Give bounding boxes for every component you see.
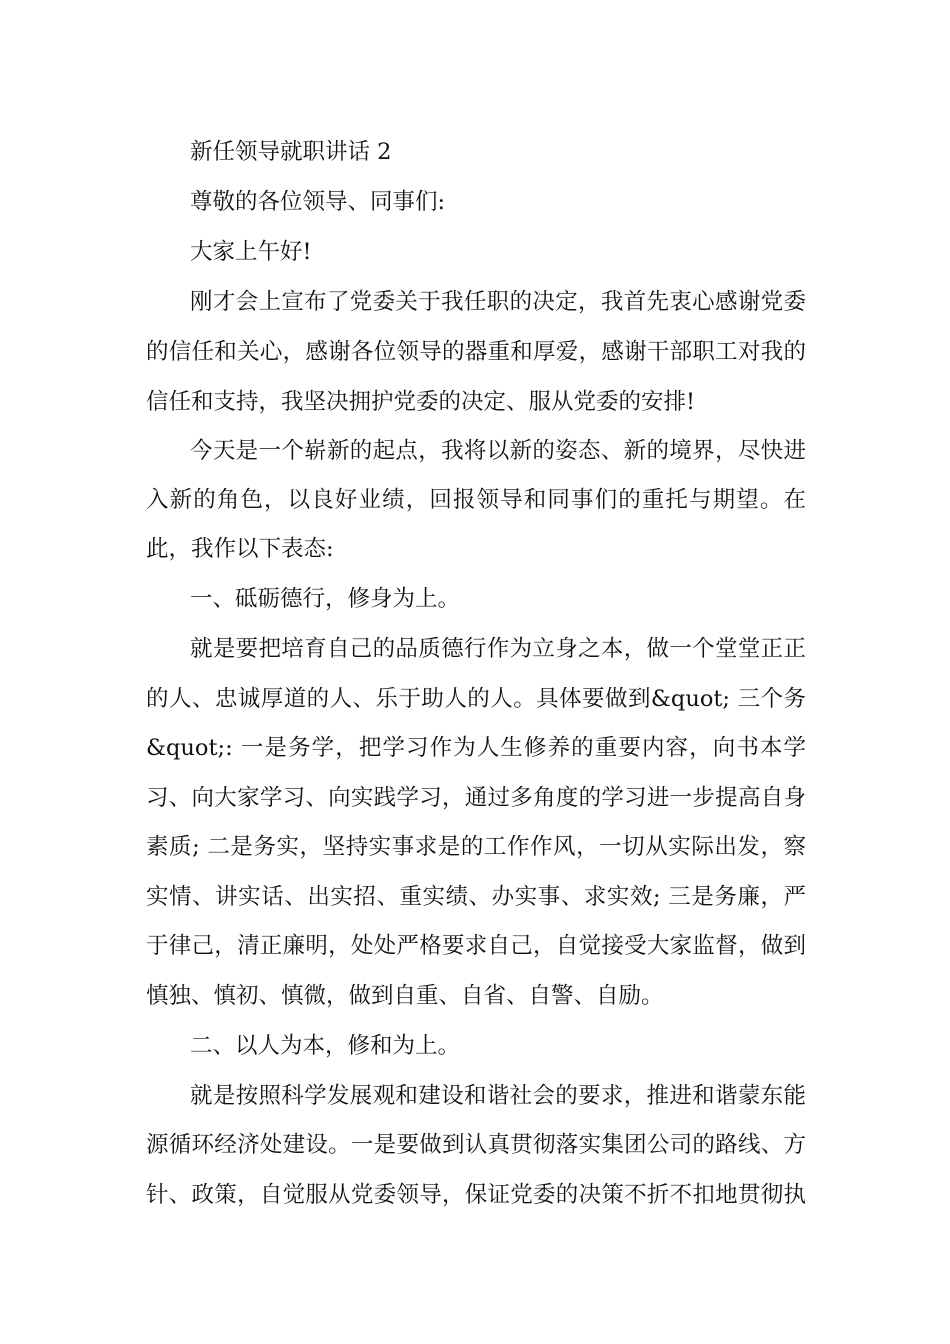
paragraph-3-line: 习、向大家学习、向实践学习，通过多角度的学习进一步提高自身 [146, 785, 806, 811]
section-heading-2: 二、以人为本，修和为上。 [190, 1033, 461, 1059]
paragraph-1-line: 刚才会上宣布了党委关于我任职的决定，我首先衷心感谢党委 [190, 289, 806, 315]
document-title: 新任领导就职讲话 2 [190, 139, 392, 165]
paragraph-3-line: 慎独、慎初、慎微，做到自重、自省、自警、自励。 [146, 983, 664, 1009]
paragraph-2-line: 此，我作以下表态: [146, 536, 334, 562]
paragraph-4-line: 针、政策，自觉服从党委领导，保证党委的决策不折不扣地贯彻执 [146, 1182, 806, 1208]
paragraph-4-line: 就是按照科学发展观和建设和谐社会的要求，推进和谐蒙东能 [190, 1083, 806, 1109]
paragraph-1-line: 的信任和关心，感谢各位领导的器重和厚爱，感谢干部职工对我的 [146, 339, 806, 365]
paragraph-3-line: 实情、讲实话、出实招、重实绩、办实事、求实效; 三是务廉，严 [146, 884, 806, 910]
greeting: 大家上午好! [190, 239, 312, 265]
paragraph-3-line: 的人、忠诚厚道的人、乐于助人的人。具体要做到&quot; 三个务 [146, 686, 806, 712]
paragraph-1-line: 信任和支持，我坚决拥护党委的决定、服从党委的安排! [146, 389, 696, 415]
paragraph-3-line: 就是要把培育自己的品质德行作为立身之本，做一个堂堂正正 [190, 636, 806, 662]
paragraph-3-line: &quot;: 一是务学，把学习作为人生修养的重要内容，向书本学 [146, 735, 806, 761]
paragraph-3-line: 于律己，清正廉明，处处严格要求自己，自觉接受大家监督，做到 [146, 933, 806, 959]
paragraph-2-line: 今天是一个崭新的起点，我将以新的姿态、新的境界，尽快进 [190, 438, 806, 464]
section-heading-1: 一、砥砺德行，修身为上。 [190, 586, 461, 612]
paragraph-2-line: 入新的角色，以良好业绩，回报领导和同事们的重托与期望。在 [146, 487, 806, 513]
paragraph-4-line: 源循环经济处建设。一是要做到认真贯彻落实集团公司的路线、方 [146, 1132, 806, 1158]
salutation: 尊敬的各位领导、同事们: [190, 189, 446, 215]
paragraph-3-line: 素质; 二是务实，坚持实事求是的工作作风，一切从实际出发，察 [146, 834, 806, 860]
